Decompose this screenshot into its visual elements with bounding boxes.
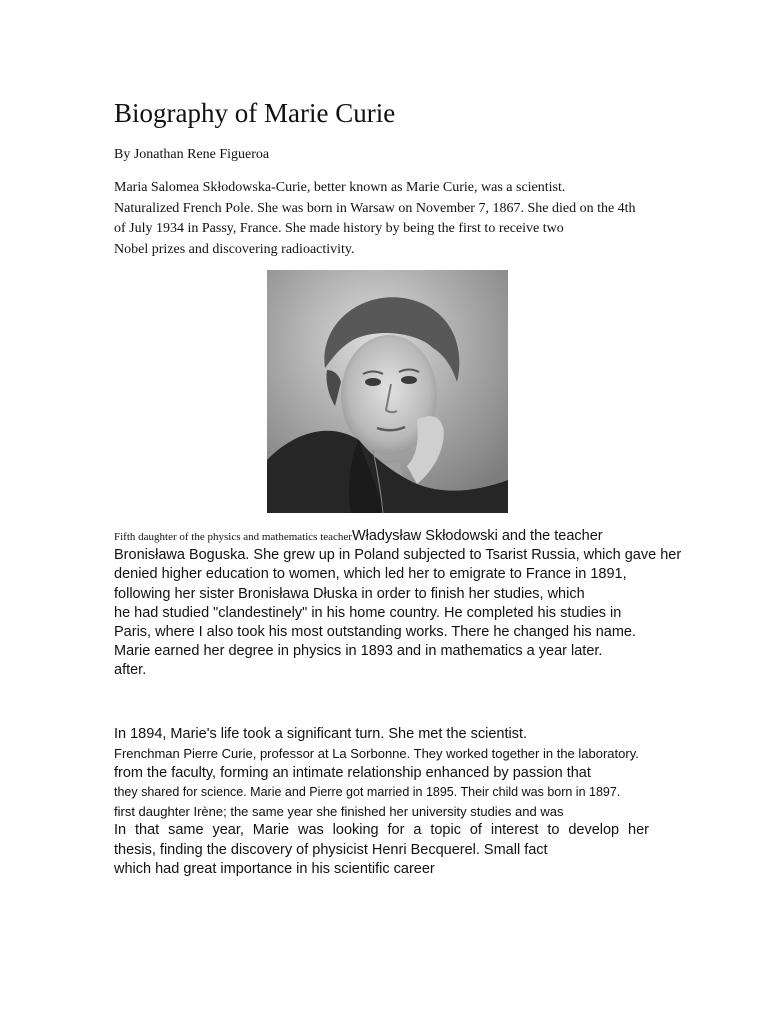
paragraph-line: denied higher education to women, which led her to emigrate to France in 1891, [114,566,627,583]
document-title: Biography of Marie Curie [114,98,396,128]
intro-line: of July 1934 in Passy, France. She made history by being the first to receive two [114,221,564,236]
paragraph-line: thesis, finding the discovery of physicist Henri Becquerel. Small fact [114,841,548,858]
paragraph-line: In 1894, Marie's life took a significant turn. She met the scientist. [114,726,528,742]
paragraph-line: In that same year, Marie was looking for a topic of interest to develop her [114,822,649,839]
paragraph-line: he had studied "clandestinely" in his home country. He completed his studies in [114,604,622,621]
intro-line: Naturalized French Pole. She was born in Warsaw on November 7, 1867. She died on the 4th [114,200,636,216]
intro-line: Nobel prizes and discovering radioactivity. [114,241,355,257]
paragraph-line: Paris, where I also took his most outstanding works. There he changed his name. [114,623,637,640]
author-byline: By Jonathan Rene Figueroa [114,147,270,162]
paragraph-line: first daughter Irène; the same year she finished her university studies and was [114,804,564,820]
paragraph-line: after. [114,662,147,679]
paragraph-line: from the faculty, forming an intimate relationship enhanced by passion that [114,764,591,781]
paragraph-line [114,527,681,546]
paragraph-line: following her sister Bronisława Dłuska in order to finish her studies, which [114,585,585,602]
paragraph-line: Marie earned her degree in physics in 1893 and in mathematics a year later. [114,643,603,660]
paragraph-line: which had great importance in his scientific career [114,861,435,878]
intro-paragraph [114,178,636,260]
paragraph-line: Bronisława Boguska. She grew up in Poland subjected to Tsarist Russia, which gave her [114,547,682,564]
paragraph-fragment: Fifth daughter of the physics and mathematics teacher [114,531,352,543]
marie-curie-portrait [267,270,508,513]
paragraph-line: Frenchman Pierre Curie, professor at La Sorbonne. They worked together in the laboratory. [114,746,639,762]
portrait-illustration [267,270,508,513]
early-life-paragraph [114,527,681,681]
intro-line: Maria Salomea Skłodowska-Curie, better known as Marie Curie, was a scientist. [114,180,566,195]
paragraph-fragment: Władysław Skłodowski and the teacher [351,528,603,544]
paragraph-line: they shared for science. Marie and Pierre got married in 1895. Their child was born in 1897. [114,784,621,799]
career-paragraph [114,725,649,879]
